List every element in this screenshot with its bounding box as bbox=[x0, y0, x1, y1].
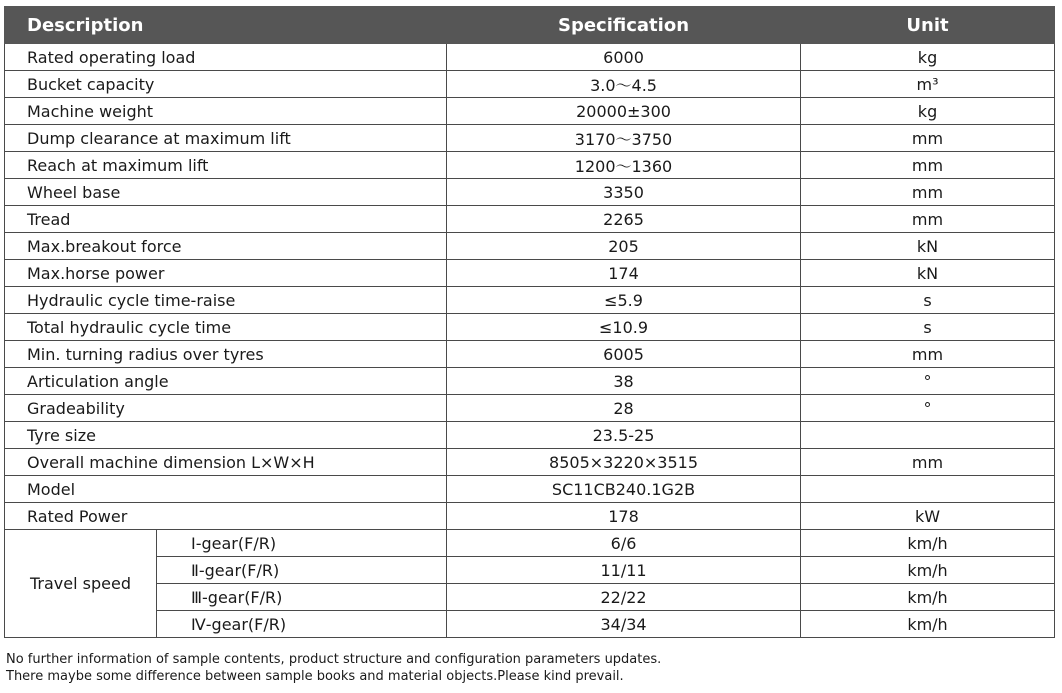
table-row bbox=[5, 287, 1055, 314]
row-specification: 23.5-25 bbox=[447, 422, 801, 449]
gear-label: Ⅲ-gear(F/R) bbox=[157, 584, 447, 611]
row-description: Rated operating load bbox=[5, 44, 447, 71]
table-row bbox=[5, 314, 1055, 341]
row-description: Min. turning radius over tyres bbox=[5, 341, 447, 368]
gear-specification: 6/6 bbox=[447, 530, 801, 557]
row-specification: 1200～1360 bbox=[447, 152, 801, 179]
row-description: Machine weight bbox=[5, 98, 447, 125]
gear-specification: 22/22 bbox=[447, 584, 801, 611]
row-description: Articulation angle bbox=[5, 368, 447, 395]
gear-label: Ⅳ-gear(F/R) bbox=[157, 611, 447, 638]
row-specification: 8505×3220×3515 bbox=[447, 449, 801, 476]
row-unit: mm bbox=[801, 206, 1055, 233]
row-unit: mm bbox=[801, 179, 1055, 206]
row-specification: 38 bbox=[447, 368, 801, 395]
row-specification: 2265 bbox=[447, 206, 801, 233]
row-description: Tread bbox=[5, 206, 447, 233]
footnote-difference: There maybe some difference between sample books and material objects.Please kind prevail. bbox=[6, 669, 624, 684]
travel-speed-row bbox=[5, 611, 1055, 638]
row-description: Hydraulic cycle time-raise bbox=[5, 287, 447, 314]
row-specification: 174 bbox=[447, 260, 801, 287]
gear-unit: km/h bbox=[801, 530, 1055, 557]
row-description: Rated Power bbox=[5, 503, 447, 530]
row-description: Dump clearance at maximum lift bbox=[5, 125, 447, 152]
row-specification: ≤5.9 bbox=[447, 287, 801, 314]
footnote-updates: No further information of sample contents, product structure and configuration parameters updates. bbox=[6, 652, 662, 667]
row-unit: kg bbox=[801, 44, 1055, 71]
row-specification: 6005 bbox=[447, 341, 801, 368]
row-unit: mm bbox=[801, 341, 1055, 368]
table-row bbox=[5, 125, 1055, 152]
row-description: Reach at maximum lift bbox=[5, 152, 447, 179]
row-unit: ° bbox=[801, 368, 1055, 395]
travel-speed-row bbox=[5, 584, 1055, 611]
table-row bbox=[5, 44, 1055, 71]
table-row bbox=[5, 476, 1055, 503]
table-row bbox=[5, 179, 1055, 206]
gear-label: Ⅱ-gear(F/R) bbox=[157, 557, 447, 584]
row-unit: kW bbox=[801, 503, 1055, 530]
table-row bbox=[5, 449, 1055, 476]
row-description: Tyre size bbox=[5, 422, 447, 449]
row-specification: ≤10.9 bbox=[447, 314, 801, 341]
row-unit: kN bbox=[801, 260, 1055, 287]
row-unit: s bbox=[801, 287, 1055, 314]
travel-speed-label: Travel speed bbox=[5, 530, 157, 638]
specification-table bbox=[4, 6, 1055, 638]
table-row bbox=[5, 152, 1055, 179]
row-specification: 28 bbox=[447, 395, 801, 422]
table-row bbox=[5, 98, 1055, 125]
row-unit: s bbox=[801, 314, 1055, 341]
row-specification: 6000 bbox=[447, 44, 801, 71]
header-specification: Specification bbox=[447, 7, 801, 44]
table-row bbox=[5, 341, 1055, 368]
row-description: Total hydraulic cycle time bbox=[5, 314, 447, 341]
row-unit: mm bbox=[801, 152, 1055, 179]
row-unit: kN bbox=[801, 233, 1055, 260]
row-unit: m³ bbox=[801, 71, 1055, 98]
table-row bbox=[5, 206, 1055, 233]
row-description: Bucket capacity bbox=[5, 71, 447, 98]
gear-specification: 11/11 bbox=[447, 557, 801, 584]
header-description: Description bbox=[5, 7, 447, 44]
table-row bbox=[5, 260, 1055, 287]
row-specification: 3.0～4.5 bbox=[447, 71, 801, 98]
row-unit bbox=[801, 476, 1055, 503]
row-specification: 3170～3750 bbox=[447, 125, 801, 152]
row-specification: SC11CB240.1G2B bbox=[447, 476, 801, 503]
row-specification: 178 bbox=[447, 503, 801, 530]
table-row bbox=[5, 368, 1055, 395]
header-unit: Unit bbox=[801, 7, 1055, 44]
row-unit: mm bbox=[801, 125, 1055, 152]
row-unit: kg bbox=[801, 98, 1055, 125]
gear-unit: km/h bbox=[801, 584, 1055, 611]
table-row bbox=[5, 395, 1055, 422]
row-unit bbox=[801, 422, 1055, 449]
row-description: Max.breakout force bbox=[5, 233, 447, 260]
row-description: Gradeability bbox=[5, 395, 447, 422]
row-unit: ° bbox=[801, 395, 1055, 422]
row-specification: 20000±300 bbox=[447, 98, 801, 125]
row-description: Wheel base bbox=[5, 179, 447, 206]
gear-label: Ⅰ-gear(F/R) bbox=[157, 530, 447, 557]
table-header-row bbox=[5, 7, 1055, 44]
gear-specification: 34/34 bbox=[447, 611, 801, 638]
table-row bbox=[5, 233, 1055, 260]
table-row bbox=[5, 71, 1055, 98]
table-row bbox=[5, 503, 1055, 530]
travel-speed-row bbox=[5, 530, 1055, 557]
gear-unit: km/h bbox=[801, 557, 1055, 584]
row-unit: mm bbox=[801, 449, 1055, 476]
row-description: Max.horse power bbox=[5, 260, 447, 287]
row-specification: 205 bbox=[447, 233, 801, 260]
row-specification: 3350 bbox=[447, 179, 801, 206]
row-description: Overall machine dimension L×W×H bbox=[5, 449, 447, 476]
travel-speed-row bbox=[5, 557, 1055, 584]
gear-unit: km/h bbox=[801, 611, 1055, 638]
table-row bbox=[5, 422, 1055, 449]
row-description: Model bbox=[5, 476, 447, 503]
